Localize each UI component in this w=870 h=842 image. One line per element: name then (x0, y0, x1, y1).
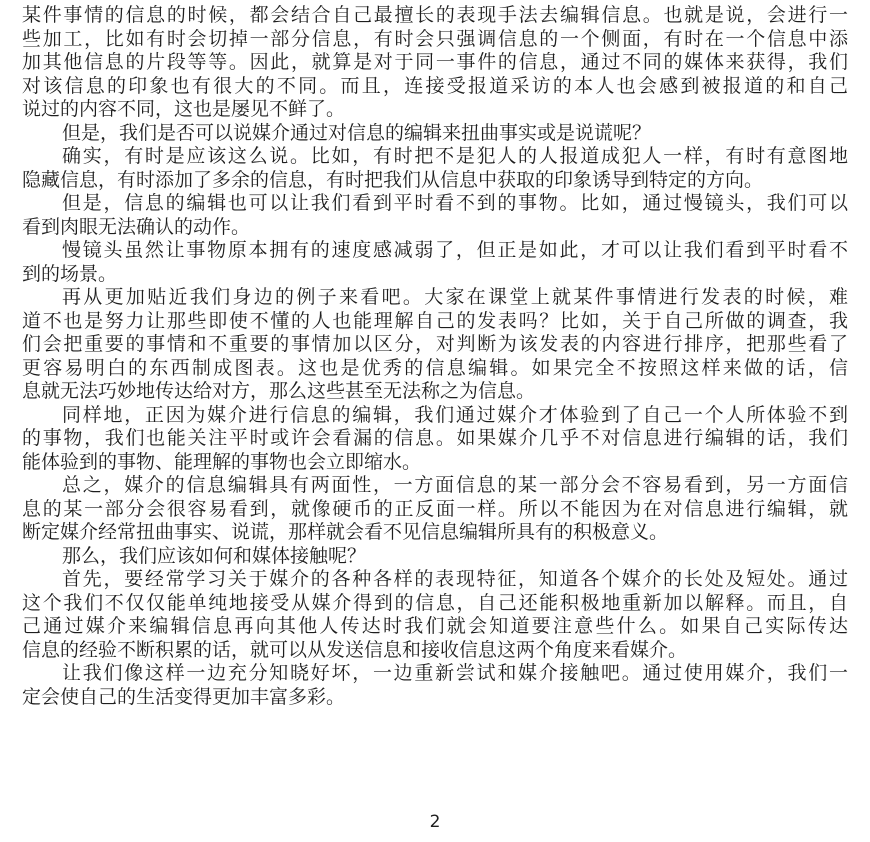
text-line: 息就无法巧妙地传达给对方，那么这些甚至无法称之为信息。 (22, 380, 536, 402)
text-line: 确实，有时是应该这么说。比如，有时把不是犯人的人报道成犯人一样，有时有意图地 (62, 145, 848, 167)
text-line: 说过的内容不同，这也是屡见不鲜了。 (22, 98, 346, 120)
paragraph (22, 239, 848, 286)
text-line: 加其他信息的片段等等。因此，就算是对于同一事件的信息，通过不同的媒体来获得，我们 (22, 51, 848, 73)
text-line: 们会把重要的事情和不重要的事情加以区分，对判断为该发表的内容进行排序，把那些看了 (22, 333, 848, 355)
text-line: 己通过媒介来编辑信息再向其他人传达时我们就会知道要注意些什么。如果自己实际传达 (22, 615, 848, 637)
text-line: 让我们像这样一边充分知晓好坏，一边重新尝试和媒介接触吧。通过使用媒介，我们一 (62, 662, 848, 684)
text-line: 慢镜头虽然让事物原本拥有的速度感减弱了，但正是如此，才可以让我们看到平时看不 (62, 239, 848, 261)
text-line: 信息的经验不断积累的话，就可以从发送信息和接收信息这两个角度来看媒介。 (22, 638, 688, 661)
text-line: 些加工，比如有时会切掉一部分信息，有时会只强调信息的一个侧面，有时在一个信息中添 (22, 27, 848, 50)
text-line: 总之，媒介的信息编辑具有两面性，一方面信息的某一部分会不容易看到，另一方面信 (62, 474, 848, 496)
text-line: 那么，我们应该如何和媒体接触呢？ (62, 544, 367, 567)
text-line: 某件事情的信息的时候，都会结合自己最擅长的表现手法去编辑信息。也就是说，会进行一 (22, 4, 848, 26)
text-line: 断定媒介经常扭曲事实、说谎，那样就会看不见信息编辑所具有的积极意义。 (22, 521, 669, 543)
paragraph (22, 286, 848, 404)
text-line: 同样地，正因为媒介进行信息的编辑，我们通过媒介才体验到了自己一个人所体验不到 (62, 403, 848, 426)
paragraph (22, 4, 848, 122)
document-body (22, 4, 848, 709)
paragraph (22, 545, 848, 569)
text-line: 息的某一部分会很容易看到，就像硬币的正反面一样。所以不能因为在对信息进行编辑，就 (22, 497, 848, 520)
text-line: 但是，信息的编辑也可以让我们看到平时看不到的事物。比如，通过慢镜头，我们可以 (62, 192, 848, 214)
text-line: 更容易明白的东西制成图表。这也是优秀的信息编辑。如果完全不按照这样来做的话，信 (22, 356, 848, 379)
paragraph (22, 145, 848, 192)
paragraph (22, 568, 848, 662)
paragraph (22, 662, 848, 709)
text-line: 看到肉眼无法确认的动作。 (22, 215, 251, 238)
text-line: 的事物，我们也能关注平时或许会看漏的信息。如果媒介几乎不对信息进行编辑的话，我们 (22, 427, 848, 449)
text-line: 对该信息的印象也有很大的不同。而且，连接受报道采访的本人也会感到被报道的和自己 (22, 74, 848, 97)
paragraph (22, 404, 848, 475)
text-line: 再从更加贴近我们身边的例子来看吧。大家在课堂上就某件事情进行发表的时候，难 (62, 286, 848, 308)
text-line: 但是，我们是否可以说媒介通过对信息的编辑来扭曲事实或是说谎呢？ (62, 121, 652, 144)
paragraph (22, 122, 848, 146)
paragraph (22, 474, 848, 545)
text-line: 能体验到的事物、能理解的事物也会立即缩水。 (22, 450, 422, 473)
paragraph (22, 192, 848, 239)
text-line: 首先，要经常学习关于媒介的各种各样的表现特征，知道各个媒介的长处及短处。通过 (62, 568, 848, 590)
text-line: 道不也是努力让那些即使不懂的人也能理解自己的发表吗？比如，关于自己所做的调查，我 (22, 309, 848, 332)
text-line: 定会使自己的生活变得更加丰富多彩。 (22, 685, 346, 708)
text-line: 到的场景。 (22, 262, 118, 285)
text-line: 隐藏信息，有时添加了多余的信息，有时把我们从信息中获取的印象诱导到特定的方向。 (22, 168, 764, 191)
text-line: 这个我们不仅仅能单纯地接受从媒介得到的信息，自己还能积极地重新加以解释。而且，自 (22, 591, 848, 614)
page-number: 2 (429, 812, 441, 832)
